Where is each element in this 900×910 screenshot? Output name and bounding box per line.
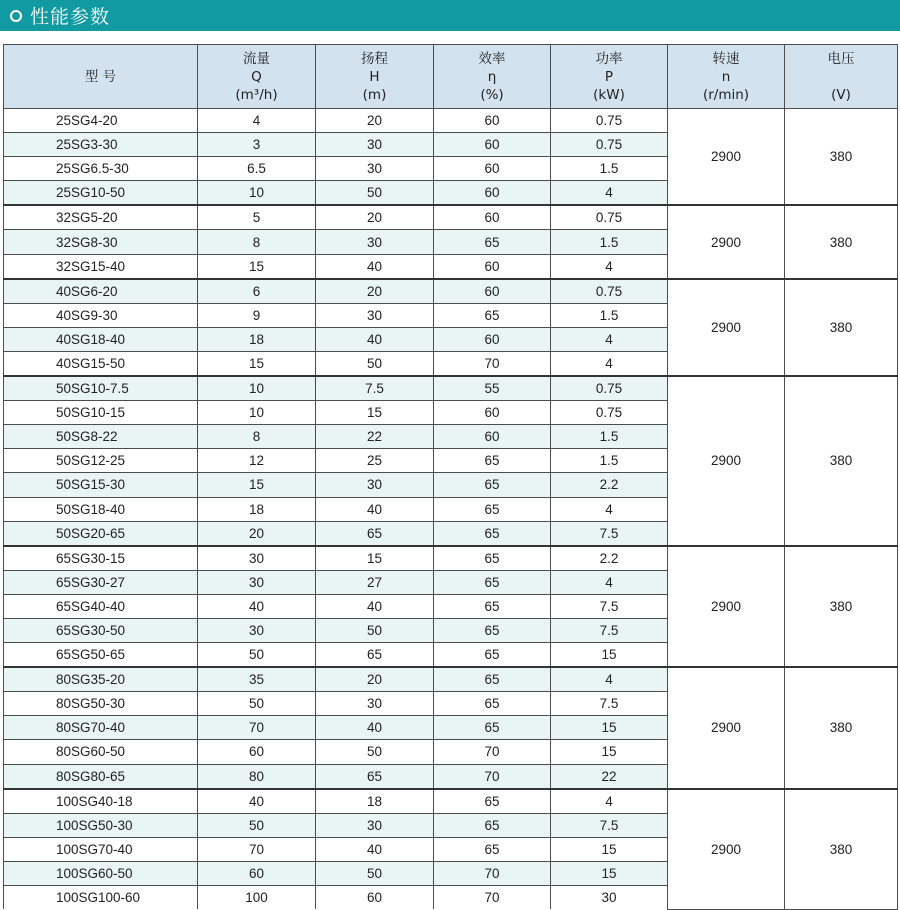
cell-head: 40 — [316, 497, 434, 521]
cell-model: 50SG8-22 — [4, 425, 198, 449]
cell-flow: 50 — [198, 643, 316, 668]
cell-efficiency: 65 — [434, 473, 551, 497]
cell-head: 40 — [316, 837, 434, 861]
cell-efficiency: 60 — [434, 425, 551, 449]
cell-efficiency: 70 — [434, 764, 551, 789]
cell-head: 65 — [316, 764, 434, 789]
header-speed: 转速 n (r/min) — [668, 45, 785, 109]
cell-model: 100SG60-50 — [4, 861, 198, 885]
cell-power: 4 — [551, 181, 668, 206]
cell-head: 60 — [316, 886, 434, 910]
cell-head: 65 — [316, 643, 434, 668]
cell-power: 15 — [551, 740, 668, 764]
cell-flow: 4 — [198, 109, 316, 133]
cell-efficiency: 70 — [434, 740, 551, 764]
cell-efficiency: 60 — [434, 279, 551, 304]
cell-head: 40 — [316, 327, 434, 351]
cell-power: 0.75 — [551, 205, 668, 230]
header-head: 扬程 H (m) — [316, 45, 434, 109]
cell-flow: 30 — [198, 618, 316, 642]
cell-efficiency: 65 — [434, 570, 551, 594]
cell-flow: 50 — [198, 692, 316, 716]
cell-model: 65SG30-15 — [4, 546, 198, 571]
cell-power: 0.75 — [551, 109, 668, 133]
cell-model: 65SG30-50 — [4, 618, 198, 642]
cell-flow: 10 — [198, 181, 316, 206]
cell-power: 0.75 — [551, 401, 668, 425]
cell-head: 40 — [316, 716, 434, 740]
cell-power: 2.2 — [551, 473, 668, 497]
header-voltage: 电压 (V) — [785, 45, 898, 109]
cell-efficiency: 60 — [434, 205, 551, 230]
cell-model: 100SG40-18 — [4, 789, 198, 814]
cell-efficiency: 60 — [434, 401, 551, 425]
cell-power: 7.5 — [551, 618, 668, 642]
cell-flow: 70 — [198, 716, 316, 740]
table-row — [4, 667, 898, 692]
cell-efficiency: 65 — [434, 692, 551, 716]
cell-head: 18 — [316, 789, 434, 814]
cell-efficiency: 65 — [434, 230, 551, 254]
cell-power: 1.5 — [551, 425, 668, 449]
cell-power: 0.75 — [551, 133, 668, 157]
cell-power: 15 — [551, 837, 668, 861]
cell-head: 30 — [316, 303, 434, 327]
cell-speed: 2900 — [668, 789, 785, 909]
cell-power: 1.5 — [551, 230, 668, 254]
cell-head: 15 — [316, 546, 434, 571]
cell-voltage: 380 — [785, 279, 898, 376]
cell-model: 32SG5-20 — [4, 205, 198, 230]
cell-flow: 100 — [198, 886, 316, 910]
cell-head: 15 — [316, 401, 434, 425]
cell-flow: 50 — [198, 813, 316, 837]
cell-voltage: 380 — [785, 667, 898, 788]
cell-voltage: 380 — [785, 109, 898, 206]
cell-model: 50SG10-7.5 — [4, 376, 198, 401]
cell-speed: 2900 — [668, 667, 785, 788]
cell-efficiency: 65 — [434, 837, 551, 861]
cell-model: 100SG50-30 — [4, 813, 198, 837]
cell-head: 7.5 — [316, 376, 434, 401]
cell-power: 15 — [551, 861, 668, 885]
cell-power: 4 — [551, 789, 668, 814]
cell-head: 30 — [316, 813, 434, 837]
cell-efficiency: 60 — [434, 327, 551, 351]
cell-flow: 8 — [198, 425, 316, 449]
cell-power: 15 — [551, 716, 668, 740]
cell-voltage: 380 — [785, 546, 898, 667]
cell-flow: 3 — [198, 133, 316, 157]
header-model: 型 号 — [4, 45, 198, 109]
cell-power: 4 — [551, 497, 668, 521]
cell-model: 80SG50-30 — [4, 692, 198, 716]
cell-voltage: 380 — [785, 376, 898, 546]
cell-flow: 40 — [198, 789, 316, 814]
cell-efficiency: 60 — [434, 133, 551, 157]
cell-head: 50 — [316, 181, 434, 206]
cell-head: 30 — [316, 692, 434, 716]
table-row — [4, 546, 898, 571]
cell-efficiency: 65 — [434, 497, 551, 521]
cell-efficiency: 65 — [434, 449, 551, 473]
cell-flow: 6 — [198, 279, 316, 304]
cell-power: 2.2 — [551, 546, 668, 571]
header-efficiency: 效率 η (%) — [434, 45, 551, 109]
cell-power: 4 — [551, 570, 668, 594]
cell-flow: 18 — [198, 497, 316, 521]
cell-model: 25SG4-20 — [4, 109, 198, 133]
cell-head: 40 — [316, 594, 434, 618]
cell-head: 30 — [316, 157, 434, 181]
cell-head: 50 — [316, 861, 434, 885]
cell-head: 50 — [316, 618, 434, 642]
cell-head: 20 — [316, 205, 434, 230]
cell-head: 30 — [316, 133, 434, 157]
cell-efficiency: 65 — [434, 303, 551, 327]
cell-power: 7.5 — [551, 594, 668, 618]
cell-flow: 8 — [198, 230, 316, 254]
cell-flow: 60 — [198, 740, 316, 764]
cell-head: 20 — [316, 109, 434, 133]
cell-voltage: 380 — [785, 205, 898, 278]
cell-efficiency: 70 — [434, 861, 551, 885]
cell-flow: 80 — [198, 764, 316, 789]
cell-model: 32SG15-40 — [4, 254, 198, 279]
cell-power: 0.75 — [551, 279, 668, 304]
cell-model: 80SG80-65 — [4, 764, 198, 789]
cell-efficiency: 65 — [434, 546, 551, 571]
cell-head: 22 — [316, 425, 434, 449]
cell-model: 40SG15-50 — [4, 351, 198, 376]
cell-model: 40SG6-20 — [4, 279, 198, 304]
table-body — [4, 109, 898, 910]
table-row — [4, 109, 898, 133]
section-title-bar — [0, 0, 900, 31]
cell-flow: 18 — [198, 327, 316, 351]
cell-efficiency: 65 — [434, 618, 551, 642]
cell-flow: 30 — [198, 570, 316, 594]
cell-flow: 20 — [198, 521, 316, 546]
cell-head: 30 — [316, 230, 434, 254]
cell-power: 15 — [551, 643, 668, 668]
table-row — [4, 789, 898, 814]
cell-flow: 70 — [198, 837, 316, 861]
cell-flow: 15 — [198, 254, 316, 279]
cell-power: 4 — [551, 254, 668, 279]
cell-flow: 40 — [198, 594, 316, 618]
cell-power: 1.5 — [551, 157, 668, 181]
cell-model: 50SG18-40 — [4, 497, 198, 521]
cell-efficiency: 70 — [434, 351, 551, 376]
cell-efficiency: 60 — [434, 181, 551, 206]
cell-efficiency: 65 — [434, 813, 551, 837]
cell-model: 65SG50-65 — [4, 643, 198, 668]
performance-table — [3, 44, 898, 910]
cell-head: 20 — [316, 279, 434, 304]
cell-head: 50 — [316, 351, 434, 376]
cell-efficiency: 70 — [434, 886, 551, 910]
cell-power: 7.5 — [551, 813, 668, 837]
cell-model: 50SG10-15 — [4, 401, 198, 425]
cell-model: 50SG15-30 — [4, 473, 198, 497]
cell-head: 27 — [316, 570, 434, 594]
cell-head: 40 — [316, 254, 434, 279]
cell-model: 32SG8-30 — [4, 230, 198, 254]
cell-power: 7.5 — [551, 692, 668, 716]
cell-model: 65SG30-27 — [4, 570, 198, 594]
cell-efficiency: 60 — [434, 254, 551, 279]
table-row — [4, 279, 898, 304]
cell-power: 30 — [551, 886, 668, 910]
cell-model: 65SG40-40 — [4, 594, 198, 618]
cell-power: 4 — [551, 351, 668, 376]
cell-model: 80SG60-50 — [4, 740, 198, 764]
cell-efficiency: 65 — [434, 716, 551, 740]
cell-model: 100SG70-40 — [4, 837, 198, 861]
cell-flow: 5 — [198, 205, 316, 230]
cell-efficiency: 55 — [434, 376, 551, 401]
header-power: 功率 P (kW) — [551, 45, 668, 109]
cell-efficiency: 65 — [434, 789, 551, 814]
cell-model: 40SG9-30 — [4, 303, 198, 327]
table-header-row — [4, 45, 898, 109]
cell-flow: 35 — [198, 667, 316, 692]
cell-speed: 2900 — [668, 109, 785, 206]
cell-efficiency: 65 — [434, 521, 551, 546]
cell-model: 50SG12-25 — [4, 449, 198, 473]
cell-flow: 10 — [198, 376, 316, 401]
cell-power: 4 — [551, 327, 668, 351]
table-row — [4, 205, 898, 230]
cell-power: 1.5 — [551, 449, 668, 473]
cell-efficiency: 60 — [434, 157, 551, 181]
cell-head: 25 — [316, 449, 434, 473]
cell-model: 25SG3-30 — [4, 133, 198, 157]
cell-power: 4 — [551, 667, 668, 692]
cell-model: 25SG10-50 — [4, 181, 198, 206]
cell-power: 7.5 — [551, 521, 668, 546]
cell-head: 50 — [316, 740, 434, 764]
cell-model: 100SG100-60 — [4, 886, 198, 910]
cell-head: 20 — [316, 667, 434, 692]
cell-model: 40SG18-40 — [4, 327, 198, 351]
cell-flow: 30 — [198, 546, 316, 571]
cell-power: 0.75 — [551, 376, 668, 401]
cell-model: 80SG35-20 — [4, 667, 198, 692]
cell-speed: 2900 — [668, 546, 785, 667]
cell-head: 30 — [316, 473, 434, 497]
section-title: 性能参数 — [30, 6, 111, 28]
table-row — [4, 376, 898, 401]
cell-model: 25SG6.5-30 — [4, 157, 198, 181]
header-flow: 流量 Q (m³/h) — [198, 45, 316, 109]
cell-flow: 9 — [198, 303, 316, 327]
cell-flow: 15 — [198, 473, 316, 497]
cell-efficiency: 60 — [434, 109, 551, 133]
cell-flow: 12 — [198, 449, 316, 473]
cell-power: 22 — [551, 764, 668, 789]
cell-flow: 6.5 — [198, 157, 316, 181]
cell-speed: 2900 — [668, 279, 785, 376]
cell-efficiency: 65 — [434, 667, 551, 692]
cell-head: 65 — [316, 521, 434, 546]
cell-flow: 15 — [198, 351, 316, 376]
cell-speed: 2900 — [668, 205, 785, 278]
cell-efficiency: 65 — [434, 643, 551, 668]
cell-model: 80SG70-40 — [4, 716, 198, 740]
cell-efficiency: 65 — [434, 594, 551, 618]
cell-power: 1.5 — [551, 303, 668, 327]
cell-speed: 2900 — [668, 376, 785, 546]
cell-flow: 60 — [198, 861, 316, 885]
cell-model: 50SG20-65 — [4, 521, 198, 546]
circle-icon — [10, 10, 22, 22]
cell-voltage: 380 — [785, 789, 898, 909]
cell-flow: 10 — [198, 401, 316, 425]
